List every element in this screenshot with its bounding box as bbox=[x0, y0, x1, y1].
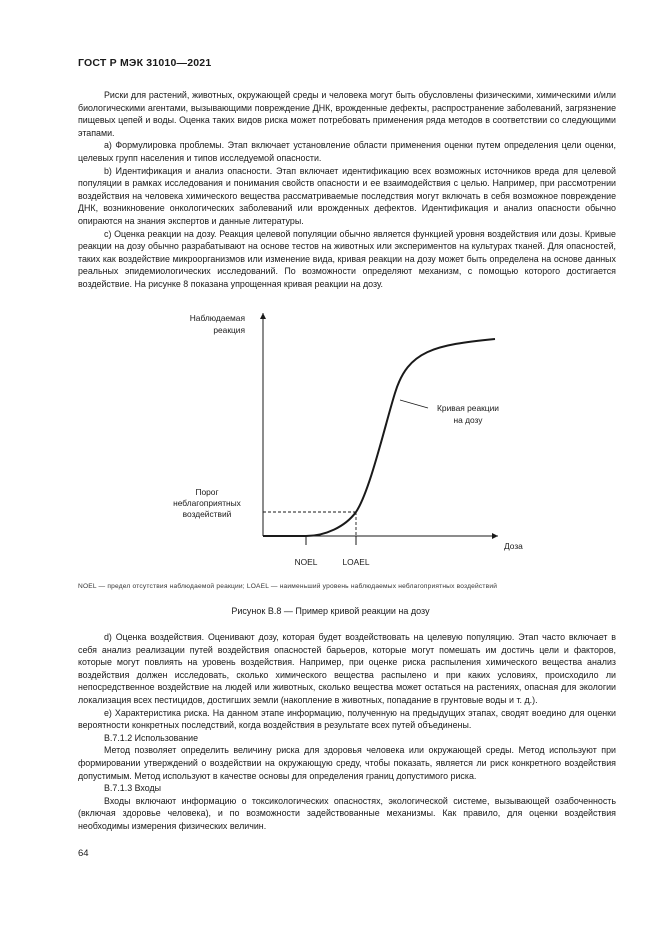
dose-response-chart bbox=[160, 305, 540, 575]
threshold-label-line2: неблагоприятных bbox=[173, 498, 241, 508]
curve-label-leader bbox=[400, 400, 428, 408]
noel-label: NOEL bbox=[294, 557, 318, 567]
loael-label: LOAEL bbox=[342, 557, 370, 567]
y-axis-label-line1: Наблюдаемая bbox=[189, 313, 245, 323]
threshold-label-line3: воздействий bbox=[182, 509, 232, 519]
dose-response-curve bbox=[263, 339, 495, 536]
bottom-text-block bbox=[78, 631, 616, 833]
curve-label-line2: на дозу bbox=[453, 415, 483, 425]
paragraph-step-e: e) Характеристика риска. На данном этапе информацию, полученную на предыдущих этапах, сводят воедино для оценки вероятности конкретных последствий, когда воздействия в результате всех путей объединены. bbox=[78, 707, 616, 731]
curve-label-line1: Кривая реакции bbox=[437, 403, 499, 413]
paragraph-usage: Метод позволяет определить величину риска для здоровья человека или окружающей среды. Метод используют при формировании утверждений о воздействии на окружающую среду, чтобы показать, является ли риск конкретного воздействия допустимым. Метод используют в качестве основы для определения границ допустимого риска. bbox=[78, 745, 616, 781]
paragraph-inputs: Входы включают информацию о токсикологических опасностях, экологической системе, вызывающей озабоченность (включая здоровье человека), и по возможности задействованные механизмы. Как правило, для оценки воздействия необходимы измерения физических величин. bbox=[78, 795, 616, 831]
subsection-heading-inputs: В.7.1.3 Входы bbox=[104, 783, 162, 794]
figure-legend: NOEL — предел отсутствия наблюдаемой реакции; LOAEL — наименьший уровень наблюдаемых неблагоприятных воздействий bbox=[78, 583, 498, 590]
y-axis-label-line2: реакция bbox=[213, 325, 245, 335]
paragraph-step-d: d) Оценка воздействия. Оценивают дозу, которая будет воздействовать на целевую популяцию. Этап часто включает в себя анализ реализации путей воздействия опасностей барьеров, которые могут помешать им достичь цели и факторов, которые могут повлиять на уровень воздействия. Например, при оценке риска распыления химического вещества анализ воздействия должен исследовать, сколько химического вещества распылено и при каких условиях, происходило ли непосредственное воздействие на людей или животных, сколько вещества может остаться на растениях, опасная для экологии локализация всех пестицидов, достигших земли (накопление в животных, попадание в грунтовые воды и т. д.). bbox=[78, 632, 616, 705]
x-axis-label: Доза bbox=[504, 541, 523, 551]
paragraph-intro: Риски для растений, животных, окружающей среды и человека могут быть обусловлены физическими, химическими и/или биологическими агентами, вызывающими повреждение ДНК, врожденные дефекты, распространение заболеваний, загрязнение пищевых цепей и воды. Оценка таких видов риска может потребовать применения ряда методов в соответствии со следующими этапами. bbox=[78, 90, 616, 138]
paragraph-step-b: b) Идентификация и анализ опасности. Этап включает идентификацию всех возможных источников вреда для целевой популяции в рамках исследования и понимания свойств опасности и ее взаимодействия с целью. Например, при рассмотрении воздействия на человека химического вещества рассматриваемые последствия могут включать в себя возможное повреждение ДНК, возникновение онкологических заболеваний или врожденных дефектов. Идентификация и анализ опасности обычно опираются на знания экспертов и данные литературы. bbox=[78, 165, 616, 226]
document-header: ГОСТ Р МЭК 31010—2021 bbox=[78, 57, 212, 69]
threshold-label-line1: Порог bbox=[195, 487, 219, 497]
top-text-block bbox=[78, 89, 616, 291]
subsection-heading-usage: В.7.1.2 Использование bbox=[104, 732, 199, 743]
page-number: 64 bbox=[78, 848, 89, 859]
paragraph-step-c: c) Оценка реакции на дозу. Реакция целевой популяции обычно является функцией уровня воздействия или дозы. Кривые реакции на дозу обычно разрабатывают на основе тестов на животных или экспериментов на культурах тканей. Для опасностей, таких как воздействие микроорганизмов или изменение вида, кривая реакции на дозу может быть определена на основе данных реальных эпидемиологических исследований. По возможности определяют механизм, с помощью которого достигается воздействие. На рисунке 8 показана упрощенная кривая реакции на дозу. bbox=[78, 228, 616, 289]
dose-response-figure bbox=[160, 305, 540, 575]
paragraph-step-a: a) Формулировка проблемы. Этап включает установление области применения оценки путем определения цели оценки, целевых групп населения и типов исследуемой опасности. bbox=[78, 140, 616, 163]
figure-caption: Рисунок В.8 — Пример кривой реакции на дозу bbox=[231, 606, 430, 616]
